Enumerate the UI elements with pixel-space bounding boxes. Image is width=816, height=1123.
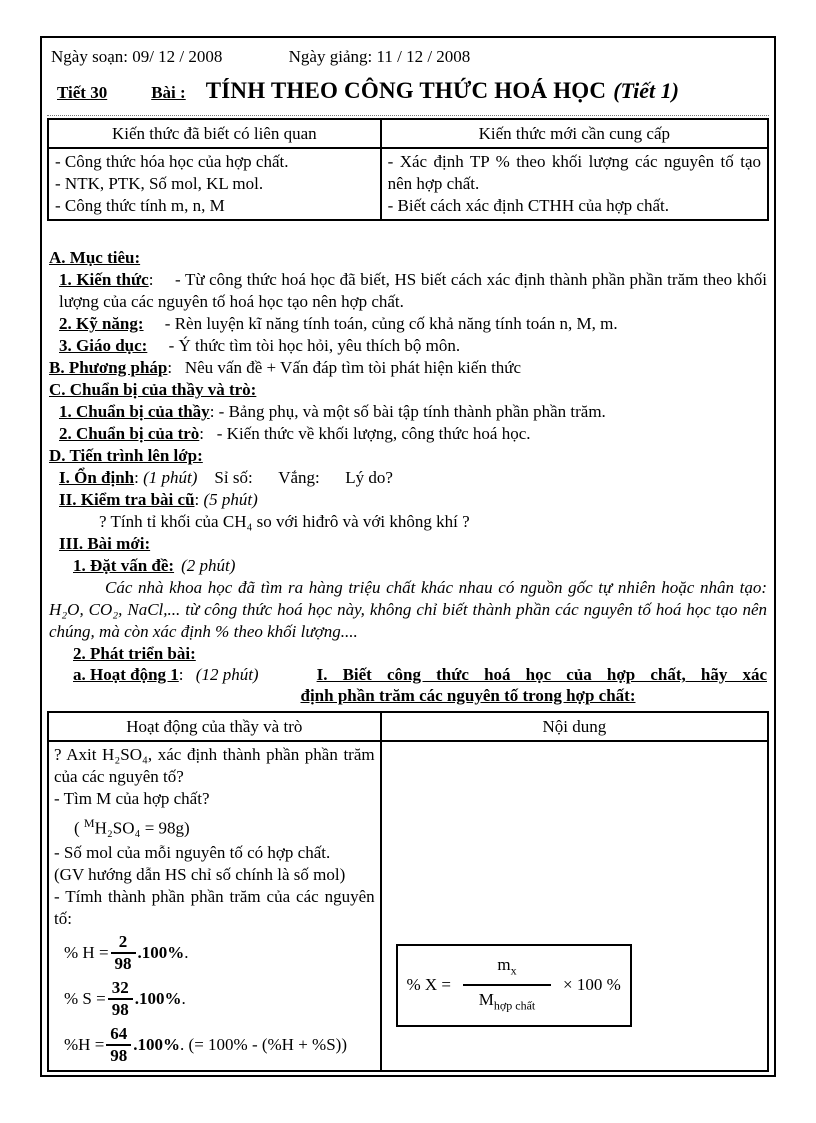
- lesson-title: TÍNH THEO CÔNG THỨC HOÁ HỌC: [205, 78, 607, 103]
- formula-dot: .: [137, 942, 142, 962]
- activity-table: [47, 711, 769, 1072]
- item-text: : - Bảng phụ, và một số bài tập tính thành phần phần trăm.: [209, 402, 606, 421]
- lesson-title-note: (Tiết 1): [613, 78, 679, 103]
- knowledge-known-item: - NTK, PTK, Số mol, KL mol.: [55, 174, 264, 193]
- fraction-numerator: 32: [108, 978, 133, 1000]
- knowledge-new-cell: [381, 148, 768, 220]
- molar-superscript: M: [83, 816, 95, 830]
- knowledge-table-header-row: [48, 119, 768, 148]
- item-kiem-tra: [49, 489, 767, 511]
- item-label: II. Kiểm tra bài cũ: [59, 490, 195, 509]
- fraction-denominator: 98: [111, 999, 129, 1019]
- section-muc-tieu: [49, 247, 767, 269]
- formula-percent: 100%: [138, 988, 182, 1008]
- molar-mass-line: [54, 810, 375, 842]
- section-label: B. Phương pháp: [49, 358, 168, 377]
- section-chuan-bi: [49, 379, 767, 401]
- activity1-label: a. Hoạt động 1: [73, 665, 179, 684]
- section-bai-moi: [49, 533, 767, 555]
- teacher-line: - Tìm M của hợp chất?: [54, 789, 210, 808]
- formula-dot: .: [133, 1034, 138, 1054]
- lesson-label: Bài :: [151, 83, 186, 102]
- item-colon: :: [194, 490, 204, 509]
- fraction: [106, 1024, 131, 1066]
- fraction: [108, 978, 133, 1020]
- molar-subscript: hợp chất: [493, 998, 536, 1013]
- activity-table-header-row: [48, 712, 768, 741]
- date-composed: Ngày soạn: 09/ 12 / 2008: [51, 47, 223, 66]
- knowledge-table: [47, 118, 769, 221]
- question-text: ? Tính tỉ khối của CH₄ so với hiđrô và với không khí ?: [99, 512, 470, 531]
- item-label: I. Ổn định: [59, 468, 135, 487]
- section-label: D. Tiến trình lên lớp:: [49, 446, 203, 465]
- section-label: A. Mục tiêu:: [49, 248, 141, 267]
- item-dat-van-de: [49, 555, 767, 577]
- item-text: : - Từ công thức hoá học đã biết, HS biết cách xác định thành phần phần trăm theo khối lượng của các nguyên tố hoá học tạo nên hợp chất.: [59, 270, 767, 311]
- lesson-outline: [47, 247, 769, 707]
- activity1-heading-line1: I. Biết công thức hoá học của hợp chất, hãy xác: [316, 665, 767, 684]
- activity1-colon: :: [178, 665, 188, 684]
- percent-x-formula-box: [396, 944, 632, 1027]
- fraction-denominator: 98: [114, 953, 132, 973]
- knowledge-known-header: Kiến thức đã biết có liên quan: [48, 119, 381, 148]
- molar-pre: (: [74, 818, 84, 838]
- percent-o-formula: [54, 1022, 375, 1068]
- item-label: 2. Chuẩn bị của trò: [59, 424, 200, 443]
- item-duration: (1 phút): [143, 468, 198, 487]
- activity-table-body-row: [48, 741, 768, 1071]
- fraction: [111, 932, 136, 974]
- formula-dot: .: [134, 988, 139, 1008]
- fraction-bar: [463, 984, 551, 986]
- knowledge-known-cell: [48, 148, 381, 220]
- mass-symbol: m: [497, 955, 511, 974]
- item-label: 1. Đặt vấn đề:: [73, 556, 175, 575]
- activity1-line: [49, 665, 767, 685]
- header: [47, 38, 769, 116]
- fraction-numerator: 64: [106, 1024, 131, 1046]
- activity1-heading-line2: định phần trăm các nguyên tố trong hợp chất:: [300, 686, 636, 705]
- formula-percent: 100%: [137, 1034, 181, 1054]
- item-text: Sỉ số: Vắng: Lý do?: [197, 468, 393, 487]
- knowledge-new-item: - Xác định TP % theo khối lượng các nguyên tố tạo nên hợp chất.: [387, 152, 761, 193]
- item-on-dinh: [49, 467, 767, 489]
- header-dates: [51, 46, 765, 68]
- percent-h-formula: [54, 930, 375, 976]
- molar-symbol: M: [478, 990, 494, 1010]
- item-text: : - Kiến thức về khối lượng, công thức hoá học.: [199, 424, 531, 443]
- item-chuan-bi-tro: [49, 423, 767, 445]
- teacher-line: - Số mol của mỗi nguyên tố có hợp chất.: [54, 842, 331, 862]
- item-label: 2. Kỹ năng:: [59, 314, 144, 333]
- item-label: 3. Giáo dục:: [59, 336, 148, 355]
- intro-paragraph: [49, 577, 767, 643]
- activity1-duration: (12 phút): [195, 665, 259, 684]
- formula-percent: 100%: [141, 942, 185, 962]
- fraction-numerator: [497, 955, 516, 980]
- molar-rest: H₂SO₄ = 98g): [94, 818, 190, 838]
- activity1-left: [49, 665, 259, 685]
- knowledge-new-header: Kiến thức mới cần cung cấp: [381, 119, 768, 148]
- item-text: - Ý thức tìm tòi học hỏi, yêu thích bộ môn.: [147, 336, 461, 355]
- review-question: [49, 511, 767, 533]
- section-label: C. Chuẩn bị của thầy và trò:: [49, 380, 257, 399]
- item-colon: :: [134, 468, 144, 487]
- formula-tail: .: [181, 988, 186, 1008]
- content-cell: [381, 741, 768, 1071]
- formula-pre: % X =: [406, 975, 452, 995]
- fraction-denominator: 98: [110, 1045, 128, 1065]
- page-frame: [40, 36, 776, 1077]
- teacher-line: - Tímh thành phần phần trăm của các nguyên tố:: [54, 886, 375, 928]
- mass-subscript: x: [510, 963, 517, 978]
- percent-s-formula: [54, 976, 375, 1022]
- item-label: 2. Phát triển bài:: [73, 644, 196, 663]
- item-ky-nang: [49, 313, 767, 335]
- section-label: III. Bài mới:: [59, 534, 151, 553]
- date-taught: Ngày giảng: 11 / 12 / 2008: [288, 47, 471, 66]
- intro-text: Các nhà khoa học đã tìm ra hàng triệu chất khác nhau có nguồn gốc tự nhiên hoặc nhân tạo: H₂O, CO₂, NaCl,... từ công thức hoá học này, không chỉ biết thành phần các nguyên tố hoá học tạo nên chúng, mà còn xác định % theo khối lượng....: [49, 578, 767, 641]
- formula-fraction: [463, 955, 551, 1016]
- item-duration: (2 phút): [181, 556, 236, 575]
- fraction-denominator: [479, 990, 535, 1015]
- section-tien-trinh: [49, 445, 767, 467]
- item-label: 1. Chuẩn bị của thầy: [59, 402, 210, 421]
- item-phat-trien: [49, 643, 767, 665]
- item-duration: (5 phút): [203, 490, 258, 509]
- formula-pre: % S =: [64, 988, 106, 1008]
- formula-post: × 100 %: [563, 975, 621, 995]
- teacher-activity-cell: [48, 741, 381, 1071]
- item-text: - Rèn luyện kĩ năng tính toán, củng cố khả năng tính toán n, M, m.: [143, 314, 618, 333]
- content-header: Nội dung: [381, 712, 768, 741]
- teacher-line: (GV hướng dẫn HS chỉ số chính là số mol): [54, 864, 346, 884]
- teacher-line: ? Axit H₂SO₄, xác định thành phần phần trăm của các nguyên tố?: [54, 745, 375, 786]
- formula-tail: . (= 100% - (%H + %S)): [180, 1034, 347, 1054]
- knowledge-new-item: - Biết cách xác định CTHH của hợp chất.: [387, 196, 669, 215]
- period-number: Tiết 30: [57, 83, 108, 102]
- item-label: 1. Kiến thức: [59, 270, 149, 289]
- teacher-activity-header: Hoạt động của thầy và trò: [48, 712, 381, 741]
- formula-pre: % H =: [64, 942, 109, 962]
- item-giao-duc: [49, 335, 767, 357]
- section-phuong-phap: [49, 357, 767, 379]
- formula-pre: %H =: [64, 1034, 105, 1054]
- formula-tail: .: [184, 942, 189, 962]
- item-chuan-bi-thay: [49, 401, 767, 423]
- fraction-numerator: 2: [111, 932, 136, 954]
- item-kien-thuc: [49, 269, 767, 313]
- knowledge-known-item: - Công thức hóa học của hợp chất.: [55, 152, 289, 171]
- section-text: : Nêu vấn đề + Vấn đáp tìm tòi phát hiện kiến thức: [167, 358, 522, 377]
- header-title-line: [51, 75, 765, 109]
- knowledge-known-item: - Công thức tính m, n, M: [55, 196, 225, 215]
- knowledge-table-body-row: [48, 148, 768, 220]
